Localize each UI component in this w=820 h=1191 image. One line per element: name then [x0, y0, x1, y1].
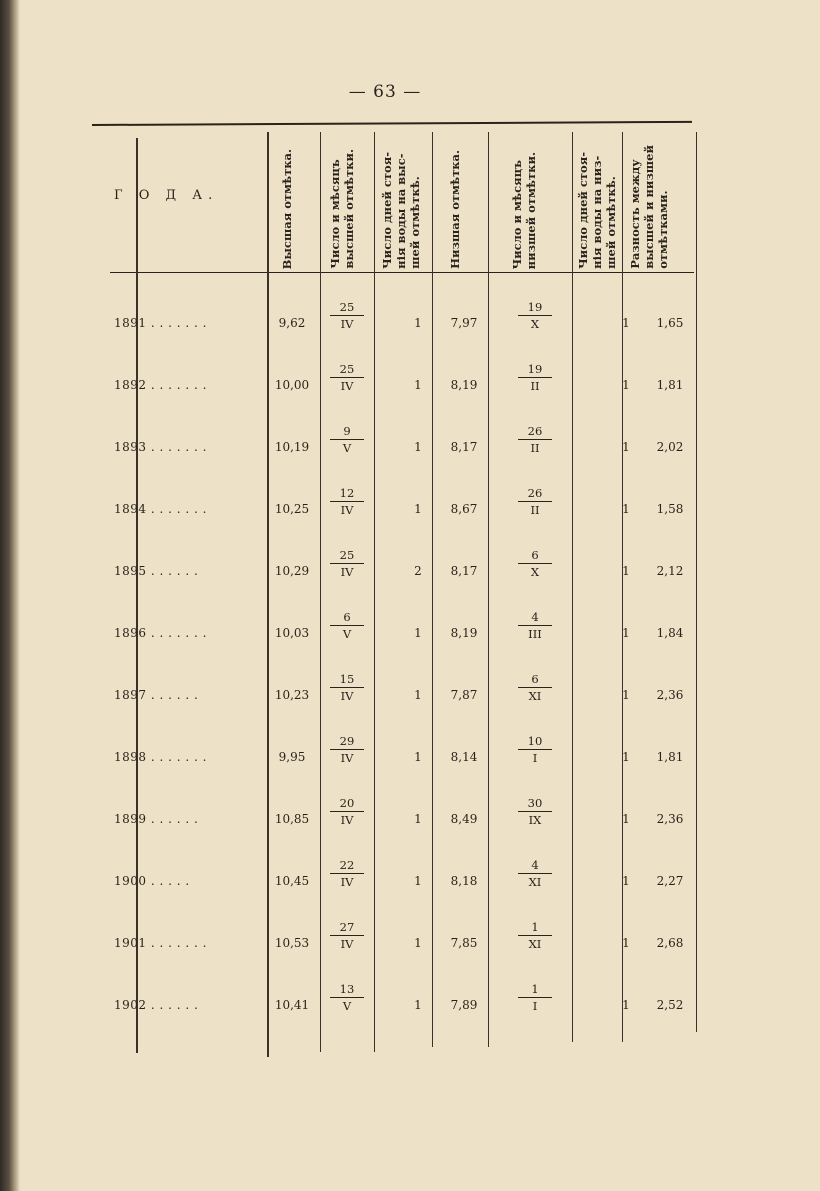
table-row	[92, 920, 704, 960]
difference-cell: 1,58	[656, 502, 684, 516]
min-mark-cell: 8,14	[450, 750, 478, 764]
max-days-cell: 1	[414, 874, 422, 888]
max-month: IV	[340, 379, 354, 393]
max-day: 22	[339, 858, 355, 872]
table-row	[92, 982, 704, 1022]
max-day: 29	[339, 734, 355, 748]
max-days-cell: 1	[414, 316, 422, 330]
max-month: IV	[340, 565, 354, 579]
min-month: III	[528, 627, 542, 641]
header-max-days: Число дней стоя- нія воды на выс- шей отмѣткѣ.	[380, 152, 422, 269]
header-diff: Разность между высшей и низшей отмѣтками.	[628, 145, 670, 269]
max-month: IV	[340, 689, 354, 703]
min-days-cell: 1	[622, 316, 630, 330]
column-divider	[374, 132, 375, 1052]
max-day: 20	[339, 796, 355, 810]
min-day: 10	[527, 734, 543, 748]
column-divider	[136, 138, 138, 1053]
max-mark-cell: 10,19	[274, 440, 310, 454]
table-header-rule	[110, 272, 694, 273]
min-month: II	[530, 441, 540, 455]
min-days-cell: 1	[622, 378, 630, 392]
max-mark-cell: 10,41	[274, 998, 310, 1012]
max-month: IV	[340, 503, 354, 517]
difference-cell: 2,02	[656, 440, 684, 454]
max-date-cell	[324, 548, 370, 579]
year-cell: 1893 . . . . . . .	[114, 440, 207, 454]
fraction-line	[518, 873, 552, 874]
max-mark-cell: 10,03	[274, 626, 310, 640]
min-month: II	[530, 379, 540, 393]
min-date-cell	[512, 548, 558, 579]
min-month: IX	[528, 813, 542, 827]
min-month: I	[532, 751, 538, 765]
year-cell: 1901 . . . . . . .	[114, 936, 207, 950]
min-date-cell	[512, 858, 558, 889]
column-divider	[432, 132, 433, 1047]
fraction-line	[330, 997, 364, 998]
max-day: 12	[339, 486, 355, 500]
fraction-line	[330, 687, 364, 688]
difference-cell: 2,12	[656, 564, 684, 578]
difference-cell: 2,68	[656, 936, 684, 950]
max-mark-cell: 9,62	[278, 316, 306, 330]
min-days-cell: 1	[622, 874, 630, 888]
max-day: 13	[339, 982, 355, 996]
min-days-cell: 1	[622, 750, 630, 764]
max-month: IV	[340, 751, 354, 765]
min-day: 26	[527, 486, 543, 500]
max-mark-cell: 10,00	[274, 378, 310, 392]
min-day: 6	[531, 672, 539, 686]
fraction-line	[518, 749, 552, 750]
max-days-cell: 1	[414, 750, 422, 764]
min-day: 6	[531, 548, 539, 562]
max-month: IV	[340, 937, 354, 951]
max-days-cell: 1	[414, 688, 422, 702]
max-date-cell	[324, 982, 370, 1013]
min-mark-cell: 8,17	[450, 440, 478, 454]
max-mark-cell: 10,23	[274, 688, 310, 702]
min-date-cell	[512, 424, 558, 455]
min-day: 19	[527, 362, 543, 376]
max-date-cell	[324, 610, 370, 641]
min-mark-cell: 8,17	[450, 564, 478, 578]
header-min-mark: Низшая отмѣтка.	[448, 150, 462, 269]
max-days-cell: 1	[414, 812, 422, 826]
table-row	[92, 796, 704, 836]
min-date-cell	[512, 920, 558, 951]
fraction-line	[518, 935, 552, 936]
max-month: V	[342, 441, 352, 455]
min-days-cell: 1	[622, 998, 630, 1012]
min-mark-cell: 7,85	[450, 936, 478, 950]
min-date-cell	[512, 362, 558, 393]
min-days-cell: 1	[622, 564, 630, 578]
max-days-cell: 1	[414, 998, 422, 1012]
min-day: 1	[531, 982, 539, 996]
min-days-cell: 1	[622, 626, 630, 640]
max-date-cell	[324, 486, 370, 517]
max-month: IV	[340, 875, 354, 889]
fraction-line	[330, 377, 364, 378]
max-month: IV	[340, 317, 354, 331]
table-row	[92, 362, 704, 402]
min-mark-cell: 7,87	[450, 688, 478, 702]
min-mark-cell: 8,67	[450, 502, 478, 516]
table-row	[92, 672, 704, 712]
year-cell: 1891 . . . . . . .	[114, 316, 207, 330]
difference-cell: 2,52	[656, 998, 684, 1012]
min-month: X	[530, 565, 540, 579]
min-days-cell: 1	[622, 812, 630, 826]
min-month: XI	[528, 937, 542, 951]
fraction-line	[518, 687, 552, 688]
fraction-line	[518, 377, 552, 378]
min-month: XI	[528, 875, 542, 889]
column-divider	[488, 132, 489, 1047]
year-cell: 1899 . . . . . .	[114, 812, 199, 826]
difference-cell: 2,36	[656, 688, 684, 702]
max-date-cell	[324, 672, 370, 703]
page-number: — 63 —	[348, 82, 422, 102]
min-mark-cell: 8,19	[450, 626, 478, 640]
header-min-date: Число и мѣсяцъ низшей отмѣтки.	[510, 151, 538, 269]
min-day: 30	[527, 796, 543, 810]
min-date-cell	[512, 300, 558, 331]
header-max-mark: Высшая отмѣтка.	[280, 148, 294, 269]
difference-cell: 1,65	[656, 316, 684, 330]
max-day: 27	[339, 920, 355, 934]
column-divider	[320, 132, 321, 1052]
max-month: V	[342, 999, 352, 1013]
difference-cell: 2,36	[656, 812, 684, 826]
water-levels-table	[92, 124, 704, 1059]
min-days-cell: 1	[622, 688, 630, 702]
fraction-line	[518, 563, 552, 564]
min-day: 4	[531, 858, 539, 872]
fraction-line	[330, 873, 364, 874]
fraction-line	[330, 625, 364, 626]
min-month: II	[530, 503, 540, 517]
min-date-cell	[512, 982, 558, 1013]
min-days-cell: 1	[622, 502, 630, 516]
min-date-cell	[512, 672, 558, 703]
fraction-line	[330, 811, 364, 812]
book-spine-shadow	[0, 0, 20, 1191]
fraction-line	[330, 315, 364, 316]
max-day: 25	[339, 362, 355, 376]
year-cell: 1902 . . . . . .	[114, 998, 199, 1012]
min-mark-cell: 8,49	[450, 812, 478, 826]
max-mark-cell: 10,25	[274, 502, 310, 516]
fraction-line	[330, 563, 364, 564]
difference-cell: 1,81	[656, 750, 684, 764]
fraction-line	[518, 501, 552, 502]
max-mark-cell: 10,45	[274, 874, 310, 888]
min-mark-cell: 7,97	[450, 316, 478, 330]
max-days-cell: 1	[414, 936, 422, 950]
table-row	[92, 548, 704, 588]
min-month: XI	[528, 689, 542, 703]
max-day: 25	[339, 300, 355, 314]
max-days-cell: 1	[414, 502, 422, 516]
year-cell: 1894 . . . . . . .	[114, 502, 207, 516]
fraction-line	[518, 315, 552, 316]
min-days-cell: 1	[622, 440, 630, 454]
max-mark-cell: 10,53	[274, 936, 310, 950]
min-day: 4	[531, 610, 539, 624]
max-month: V	[342, 627, 352, 641]
min-month: I	[532, 999, 538, 1013]
max-days-cell: 1	[414, 626, 422, 640]
table-top-rule	[92, 121, 692, 126]
table-row	[92, 734, 704, 774]
max-mark-cell: 10,29	[274, 564, 310, 578]
difference-cell: 1,81	[656, 378, 684, 392]
max-mark-cell: 9,95	[278, 750, 306, 764]
fraction-line	[330, 501, 364, 502]
max-days-cell: 1	[414, 378, 422, 392]
header-max-date: Число и мѣсяцъ высшей отмѣтки.	[328, 149, 356, 269]
fraction-line	[518, 439, 552, 440]
max-date-cell	[324, 424, 370, 455]
min-days-cell: 1	[622, 936, 630, 950]
year-cell: 1892 . . . . . . .	[114, 378, 207, 392]
max-day: 15	[339, 672, 355, 686]
max-date-cell	[324, 734, 370, 765]
fraction-line	[330, 439, 364, 440]
table-row	[92, 300, 704, 340]
table-row	[92, 486, 704, 526]
max-date-cell	[324, 920, 370, 951]
table-row	[92, 424, 704, 464]
min-date-cell	[512, 734, 558, 765]
header-years: Г О Д А.	[114, 188, 219, 203]
max-month: IV	[340, 813, 354, 827]
max-day: 25	[339, 548, 355, 562]
difference-cell: 2,27	[656, 874, 684, 888]
max-days-cell: 1	[414, 440, 422, 454]
max-date-cell	[324, 858, 370, 889]
header-min-days: Число дней стоя- нія воды на низ- шей отмѣткѣ.	[576, 152, 618, 269]
min-date-cell	[512, 486, 558, 517]
min-mark-cell: 7,89	[450, 998, 478, 1012]
fraction-line	[330, 749, 364, 750]
max-day: 6	[343, 610, 351, 624]
year-cell: 1895 . . . . . .	[114, 564, 199, 578]
max-date-cell	[324, 362, 370, 393]
min-day: 19	[527, 300, 543, 314]
year-cell: 1900 . . . . .	[114, 874, 190, 888]
fraction-line	[518, 997, 552, 998]
max-day: 9	[343, 424, 351, 438]
min-date-cell	[512, 610, 558, 641]
year-cell: 1898 . . . . . . .	[114, 750, 207, 764]
table-row	[92, 610, 704, 650]
column-divider	[267, 132, 269, 1057]
min-day: 26	[527, 424, 543, 438]
min-date-cell	[512, 796, 558, 827]
fraction-line	[330, 935, 364, 936]
fraction-line	[518, 625, 552, 626]
max-days-cell: 2	[414, 564, 422, 578]
min-month: X	[530, 317, 540, 331]
difference-cell: 1,84	[656, 626, 684, 640]
fraction-line	[518, 811, 552, 812]
max-date-cell	[324, 796, 370, 827]
year-cell: 1896 . . . . . . .	[114, 626, 207, 640]
max-date-cell	[324, 300, 370, 331]
table-row	[92, 858, 704, 898]
year-cell: 1897 . . . . . .	[114, 688, 199, 702]
min-mark-cell: 8,19	[450, 378, 478, 392]
min-day: 1	[531, 920, 539, 934]
max-mark-cell: 10,85	[274, 812, 310, 826]
min-mark-cell: 8,18	[450, 874, 478, 888]
